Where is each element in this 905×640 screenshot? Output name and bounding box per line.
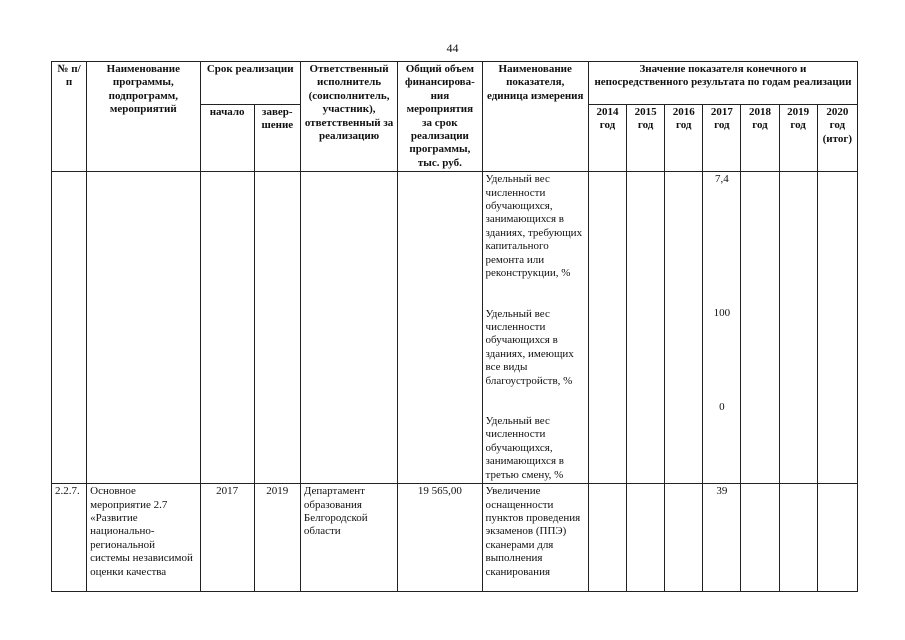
header-funding: Общий объем финансирова-ния мероприятия за срок реализации программы, тыс. руб. [398,62,482,172]
indicator-text: Удельный вес численности обучающихся, занимающихся в зданиях, требующих капитального ремонта или реконструкции, % [485,173,583,280]
row-start [200,172,254,484]
header-end: завер-шение [254,104,300,171]
year-2017-values [703,172,741,484]
header-start: начало [200,104,254,171]
row-indicator: Увеличение оснащенности пунктов проведения экзаменов (ППЭ) сканерами для выполнения сканирования [482,484,588,592]
value-2017: 7,4 [714,173,729,186]
value-2017: 100 [713,307,731,320]
header-num: № п/п [52,62,87,172]
row-start: 2017 [200,484,254,592]
value-2017: 0 [719,401,725,414]
row-num [52,172,87,484]
header-year-2018: 2018 год [741,104,779,171]
header-period: Срок реализации [200,62,300,105]
header-year-2017: 2017 год [703,104,741,171]
header-year-2015: 2015 год [627,104,665,171]
row-executor: Департамент образования Белгородской области [300,484,397,592]
row-funding: 19 565,00 [398,484,482,592]
header-values-title: Значение показателя конечного и непосредственного результата по годам реализации [588,62,857,105]
header-year-2020: 2020 год (итог) [817,104,857,171]
row-executor [300,172,397,484]
row-name: Основное мероприятие 2.7 «Развитие национально-региональной системы независимой оценки качества [87,484,200,592]
indicator-text: Удельный вес численности обучающихся, занимающихся в третью смену, % [485,414,564,481]
header-name: Наименование программы, подпрограмм, мероприятий [87,62,200,172]
row-num: 2.2.7. [52,484,87,592]
indicator-text: Удельный вес численности обучающихся в зданиях, имеющих все виды благоустройств, % [485,307,574,387]
table-row [52,484,858,592]
header-year-2014: 2014 год [588,104,626,171]
row-name [87,172,200,484]
row-end [254,172,300,484]
row-end: 2019 [254,484,300,592]
program-table [51,61,858,592]
row-funding [398,172,482,484]
header-indicator: Наименование показателя, единица измерения [482,62,588,172]
header-year-2016: 2016 год [665,104,703,171]
value-2017: 39 [703,484,741,592]
page-number: 44 [446,41,459,55]
header-year-2019: 2019 год [779,104,817,171]
header-executor: Ответственный исполнитель (соисполнитель, участник), ответственный за реализацию [300,62,397,172]
table-row [52,172,858,484]
row-indicators [482,172,588,484]
